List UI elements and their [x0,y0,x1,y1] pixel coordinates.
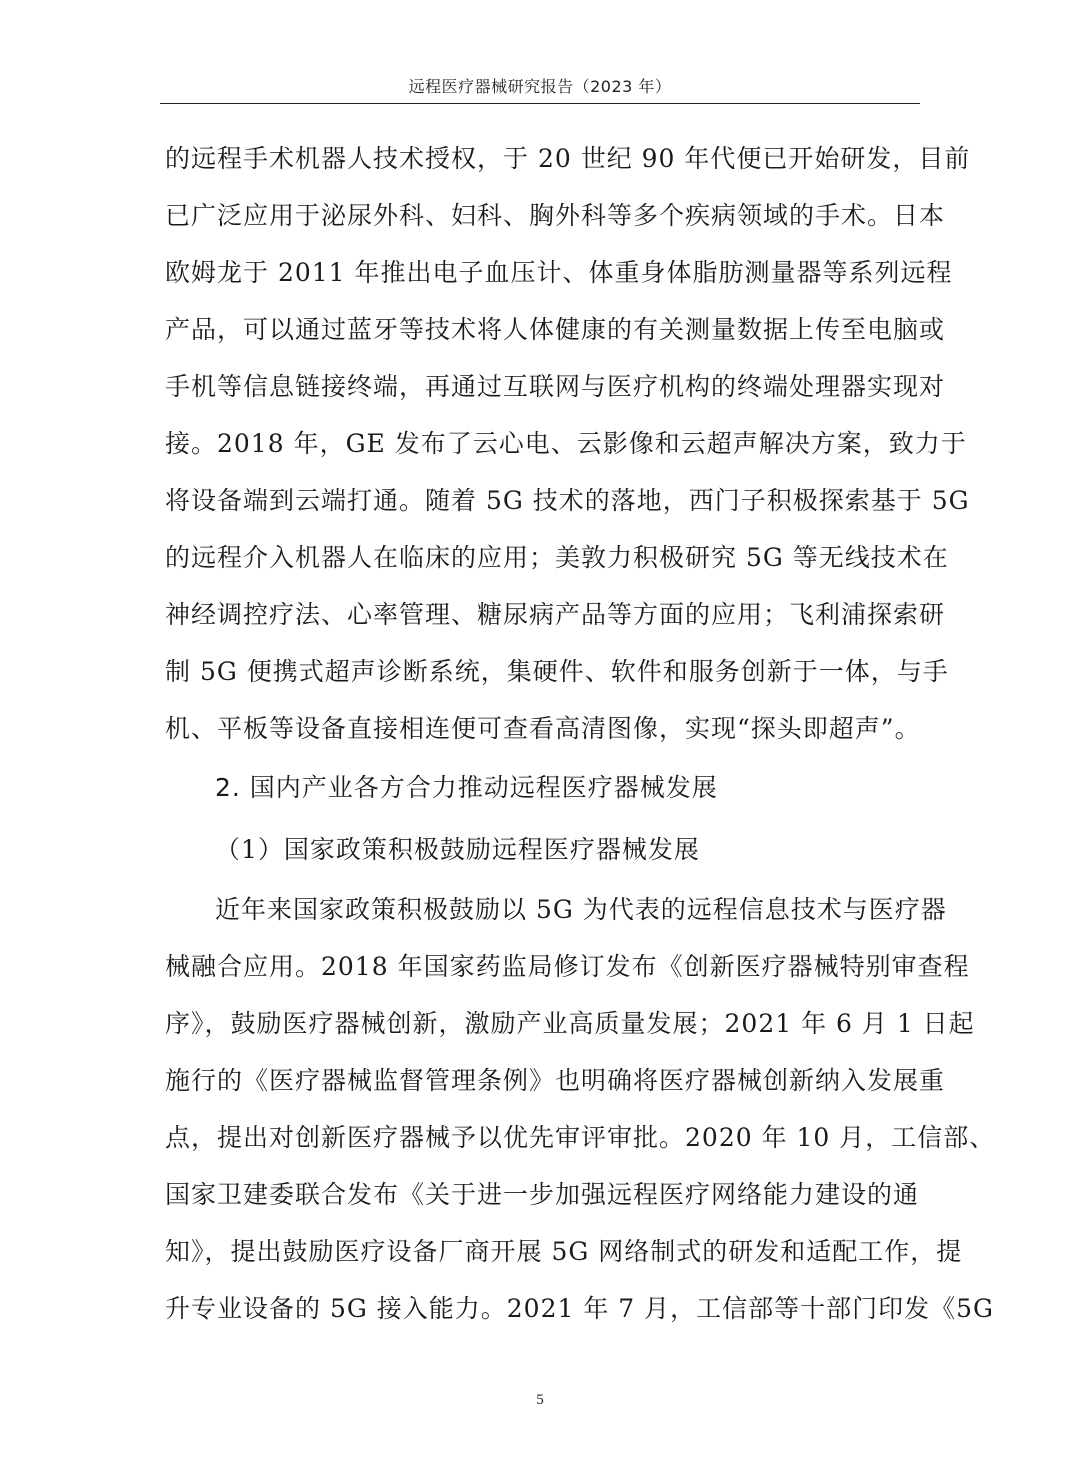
text-line: 械融合应用。2018 年国家药监局修订发布《创新医疗器械特别审查程 [165,952,970,981]
text-line: 近年来国家政策积极鼓励以 5G 为代表的远程信息技术与医疗器 [215,895,947,924]
paragraph-overseas-companies [165,130,971,757]
text-line: 施行的《医疗器械监督管理条例》也明确将医疗器械创新纳入发展重 [165,1066,946,1095]
paragraph-national-policy [165,881,996,1337]
running-header: 远程医疗器械研究报告（2023 年） [408,77,672,96]
subsection-heading: （1）国家政策积极鼓励远程医疗器械发展 [215,835,700,864]
text-line: 的远程手术机器人技术授权，于 20 世纪 90 年代便已开始研发，目前 [165,144,971,173]
page-number: 5 [536,1392,544,1408]
text-line: 知》，提出鼓励医疗设备厂商开展 5G 网络制式的研发和适配工作，提 [165,1237,963,1266]
text-line: 将设备端到云端打通。随着 5G 技术的落地，西门子积极探索基于 5G [165,486,970,515]
header-divider [160,103,920,104]
text-line: 产品，可以通过蓝牙等技术将人体健康的有关测量数据上传至电脑或 [165,315,946,344]
text-line: 序》，鼓励医疗器械创新，激励产业高质量发展；2021 年 6 月 1 日起 [165,1009,975,1038]
text-line: 欧姆龙于 2011 年推出电子血压计、体重身体脂肪测量器等系列远程 [165,258,953,287]
text-line: 接。2018 年，GE 发布了云心电、云影像和云超声解决方案，致力于 [165,429,967,458]
text-line: 神经调控疗法、心率管理、糖尿病产品等方面的应用；飞利浦探索研 [165,600,946,629]
text-line: 的远程介入机器人在临床的应用；美敦力积极研究 5G 等无线技术在 [165,543,949,572]
text-line: 制 5G 便携式超声诊断系统，集硬件、软件和服务创新于一体，与手 [165,657,949,686]
section-heading: 2. 国内产业各方合力推动远程医疗器械发展 [215,773,718,802]
page-body [165,130,996,1337]
text-line: 手机等信息链接终端，再通过互联网与医疗机构的终端处理器实现对 [165,372,946,401]
text-line: 已广泛应用于泌尿外科、妇科、胸外科等多个疾病领域的手术。日本 [165,201,946,230]
text-line: 国家卫建委联合发布《关于进一步加强远程医疗网络能力建设的通 [165,1180,920,1209]
text-line: 机、平板等设备直接相连便可查看高清图像，实现“探头即超声”。 [165,714,921,743]
text-line: 点，提出对创新医疗器械予以优先审评审批。2020 年 10 月，工信部、 [165,1123,996,1152]
text-line: 升专业设备的 5G 接入能力。2021 年 7 月，工信部等十部门印发《5G [165,1294,995,1323]
